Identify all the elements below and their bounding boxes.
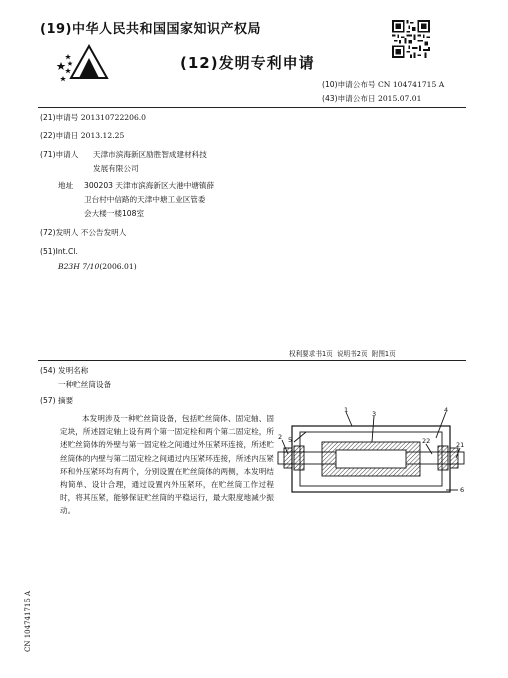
pub-date-label: (43)申请公布日 [322, 94, 376, 103]
address-line-2: 卫台村中信路的天津中塘工业区管委 [84, 195, 206, 204]
applicant-label: (71)申请人 [40, 150, 79, 159]
cnipa-logo-icon [55, 40, 115, 82]
page-counts [289, 348, 396, 358]
drawing-core-inner [336, 450, 406, 468]
invention-title: 一种贮丝筒设备 [58, 380, 112, 389]
app-date-label: (22)申请日 [40, 131, 79, 140]
office-title: 中华人民共和国国家知识产权局 [71, 22, 261, 37]
drawing-label-6: 6 [460, 486, 465, 494]
spool-drawing [276, 406, 466, 508]
app-no-value: 201310722206.0 [80, 113, 147, 122]
title-label: (54) 发明名称 [40, 366, 89, 375]
office-code: (19) [40, 22, 72, 37]
app-date-value: 2013.12.25 [80, 131, 125, 140]
address-line-1: 300203 天津市滨海新区大港中塘镇薛 [84, 181, 215, 190]
drawing-label-21: 21 [456, 441, 465, 449]
description-pages: 说明书2页 [336, 350, 368, 358]
inventor-label: (72)发明人 [40, 228, 79, 237]
address-label: 地址 [58, 181, 74, 190]
abstract-text: 本发明涉及一种贮丝筒设备，包括贮丝筒体、固定轴、固定块，所述固定轴上设有两个第一固定栓和两个第二固定栓，所述贮丝筒体的外壁与第一固定栓之间通过外压紧环连接，所述贮丝筒体的内壁与第二固定栓之间通过内压紧环连接，所述内压紧环和外压紧环均有两个，分别设置在贮丝筒体的两侧，本发明结构简单、设计合理，通过设置内外压紧环，在贮丝筒工作过程时，将其压紧，能够保证贮丝筒的平稳运行，最大限度地减少振动。 [60, 414, 274, 516]
pub-no-label: (10)申请公布号 [322, 80, 376, 89]
drawing-right-block [438, 446, 448, 470]
pub-date-value: 2015.07.01 [377, 94, 422, 103]
header-divider [38, 107, 466, 108]
drawing-label-22: 22 [422, 437, 431, 445]
publication-date [322, 93, 421, 104]
drawing-label-5: 5 [288, 436, 293, 444]
intcl-date: (2006.01) [99, 262, 137, 271]
drawing-right-ring [450, 448, 458, 468]
applicant-line-2: 发展有限公司 [93, 164, 139, 173]
document-type [180, 52, 315, 73]
doctype-title: 发明专利申请 [218, 54, 315, 72]
intcl-entry [58, 261, 137, 273]
publication-number [322, 79, 444, 90]
drawing-label-4: 4 [444, 406, 449, 414]
drawing-label-3: 3 [372, 410, 377, 418]
applicant-line-1: 天津市滨海新区励胜智成建材科技 [93, 150, 207, 159]
address-line-3: 会大楼一楼108室 [84, 209, 145, 218]
drawing-label-1: 1 [344, 406, 349, 414]
section-divider [38, 360, 466, 361]
claims-pages: 权利要求书1页 [289, 350, 333, 358]
drawing-pages: 附图1页 [371, 350, 396, 358]
application-date [40, 130, 124, 142]
abstract-label: (57) 摘要 [40, 396, 74, 405]
doctype-code: (12) [180, 54, 219, 72]
app-no-label: (21)申请号 [40, 113, 79, 122]
intcl-value: B23H 7/10 [58, 262, 100, 271]
drawing-left-ring [284, 448, 292, 468]
side-publication-number: CN 104741715 A [24, 590, 32, 652]
pub-no-value: CN 104741715 A [377, 80, 445, 89]
inventor-value: 不公告发明人 [80, 228, 127, 237]
drawing-label-2: 2 [278, 433, 283, 441]
office-name [40, 18, 261, 37]
intcl-label: (51)Int.Cl. [40, 247, 78, 256]
qr-code-icon [392, 20, 430, 58]
application-number [40, 112, 146, 124]
inventor [40, 227, 126, 239]
drawing-left-block [294, 446, 304, 470]
